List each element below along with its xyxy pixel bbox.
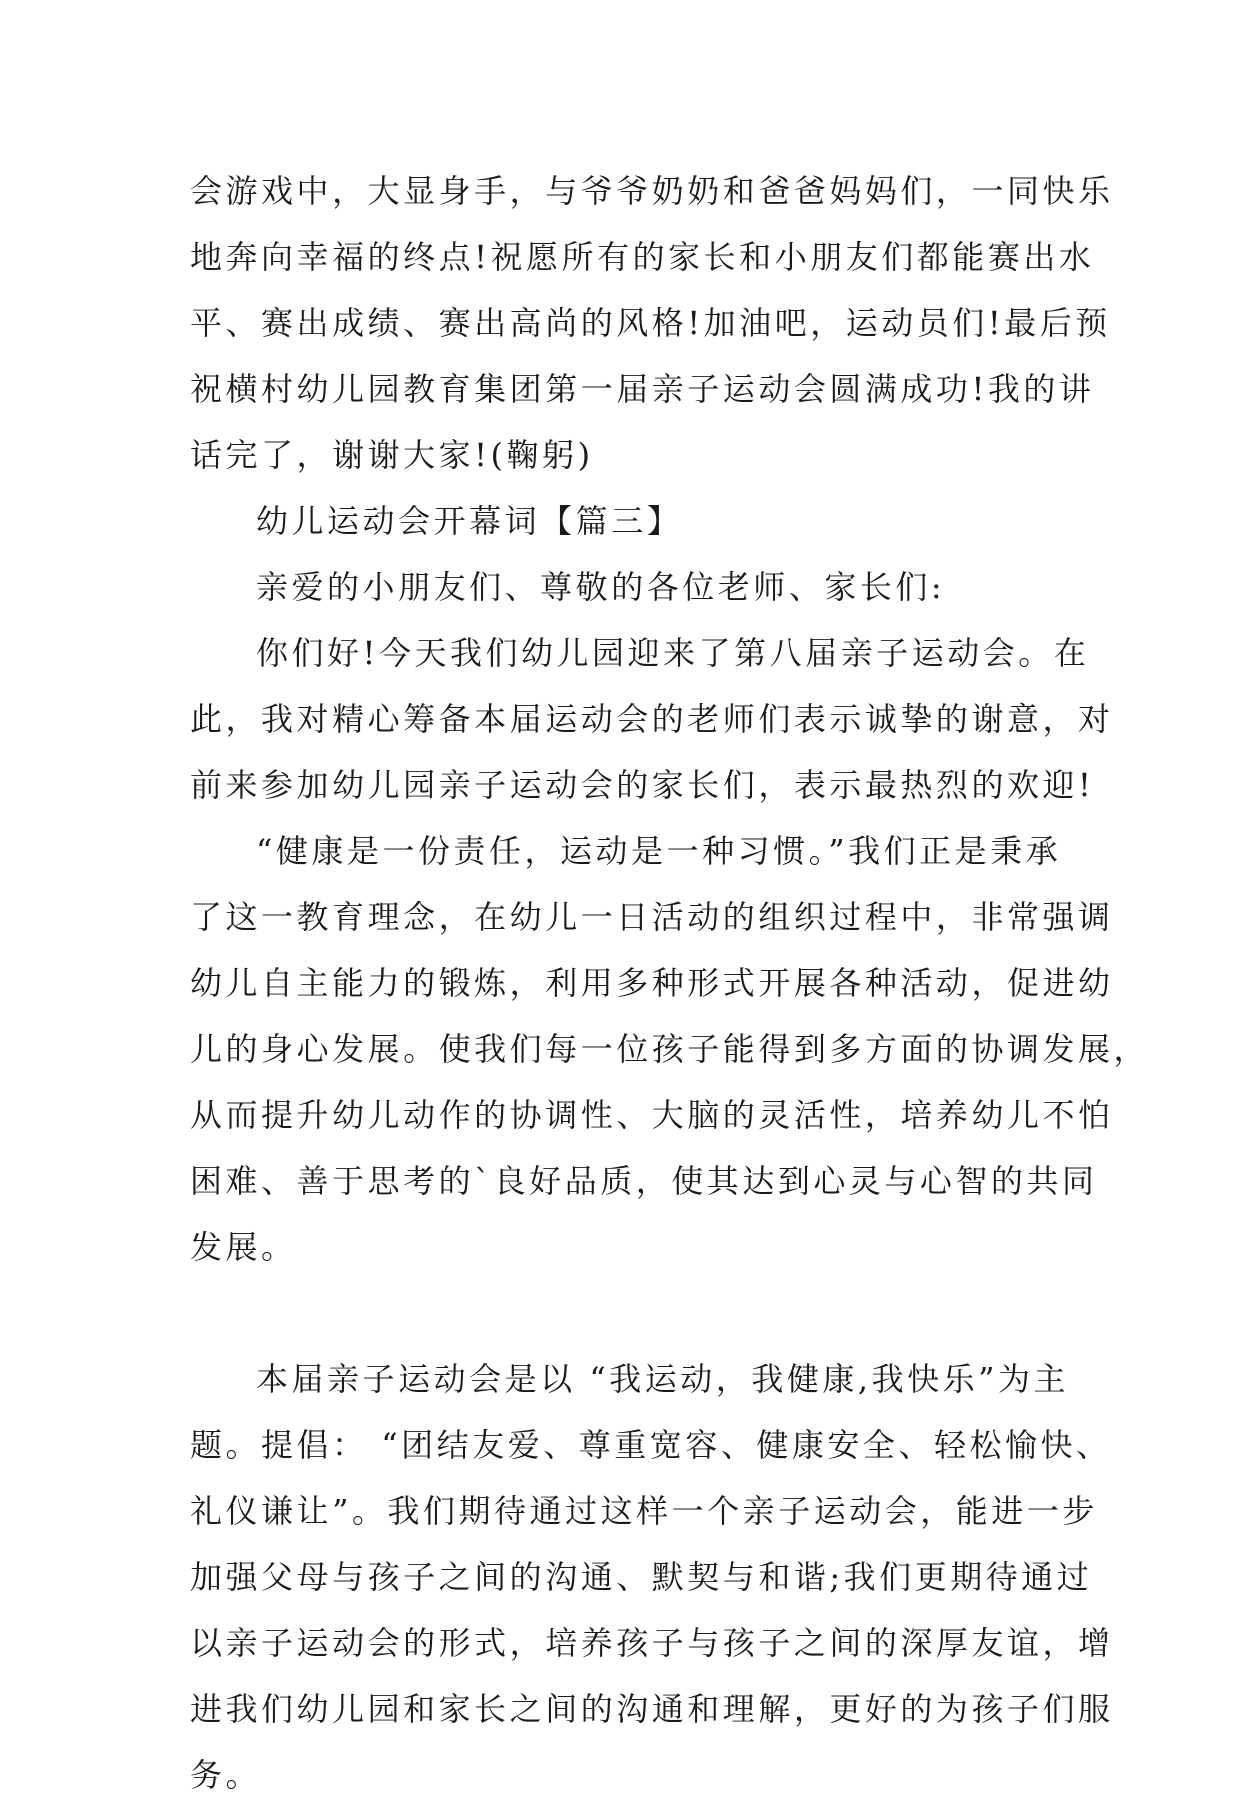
paragraph-line: 礼仪谦让”。我们期待通过这样一个亲子运动会，能进一步 [190, 1492, 1098, 1530]
paragraph-line: 了这一教育理念，在幼儿一日活动的组织过程中，非常强调 [190, 898, 1114, 936]
paragraph-line: 务。 [190, 1756, 262, 1794]
paragraph-line: “健康是一份责任，运动是一种习惯。”我们正是秉承 [256, 832, 1062, 870]
paragraph-line: 加强父母与孩子之间的沟通、默契与和谐;我们更期待通过 [190, 1558, 1093, 1596]
text-line: 话完了，谢谢大家!(鞠躬) [190, 436, 594, 474]
text-line: 地奔向幸福的终点!祝愿所有的家长和小朋友们都能赛出水 [190, 238, 1095, 276]
salutation: 亲爱的小朋友们、尊敬的各位老师、家长们: [256, 568, 946, 606]
section-title: 幼儿运动会开幕词【篇三】 [256, 502, 683, 540]
paragraph-line: 进我们幼儿园和家长之间的沟通和理解，更好的为孩子们服 [190, 1690, 1114, 1728]
text-line: 平、赛出成绩、赛出高尚的风格!加油吧，运动员们!最后预 [190, 304, 1111, 342]
text-line: 祝横村幼儿园教育集团第一届亲子运动会圆满成功!我的讲 [190, 370, 1095, 408]
paragraph-line: 困难、善于思考的`良好品质，使其达到心灵与心智的共同 [190, 1162, 1098, 1200]
text-line: 会游戏中，大显身手，与爷爷奶奶和爸爸妈妈们，一同快乐 [190, 172, 1114, 210]
paragraph-line: 以亲子运动会的形式，培养孩子与孩子之间的深厚友谊，增 [190, 1624, 1114, 1662]
paragraph-line: 题。提倡： “团结友爱、尊重宽容、健康安全、轻松愉快、 [190, 1426, 1112, 1464]
document-body [190, 158, 1150, 1808]
paragraph-line: 发展。 [190, 1228, 297, 1266]
paragraph-spacer [190, 1280, 1070, 1346]
paragraph-line: 此，我对精心筹备本届运动会的老师们表示诚挚的谢意，对 [190, 700, 1114, 738]
paragraph-line: 本届亲子运动会是以 “我运动，我健康,我快乐”为主 [256, 1360, 1070, 1398]
paragraph-line: 幼儿自主能力的锻炼，利用多种形式开展各种活动，促进幼 [190, 964, 1114, 1002]
paragraph-line: 儿的身心发展。使我们每一位孩子能得到多方面的协调发展， [190, 1030, 1150, 1068]
paragraph-line: 你们好!今天我们幼儿园迎来了第八届亲子运动会。在 [256, 634, 1090, 672]
paragraph-line: 从而提升幼儿动作的协调性、大脑的灵活性，培养幼儿不怕 [190, 1096, 1114, 1134]
paragraph-line: 前来参加幼儿园亲子运动会的家长们，表示最热烈的欢迎! [190, 766, 1095, 804]
